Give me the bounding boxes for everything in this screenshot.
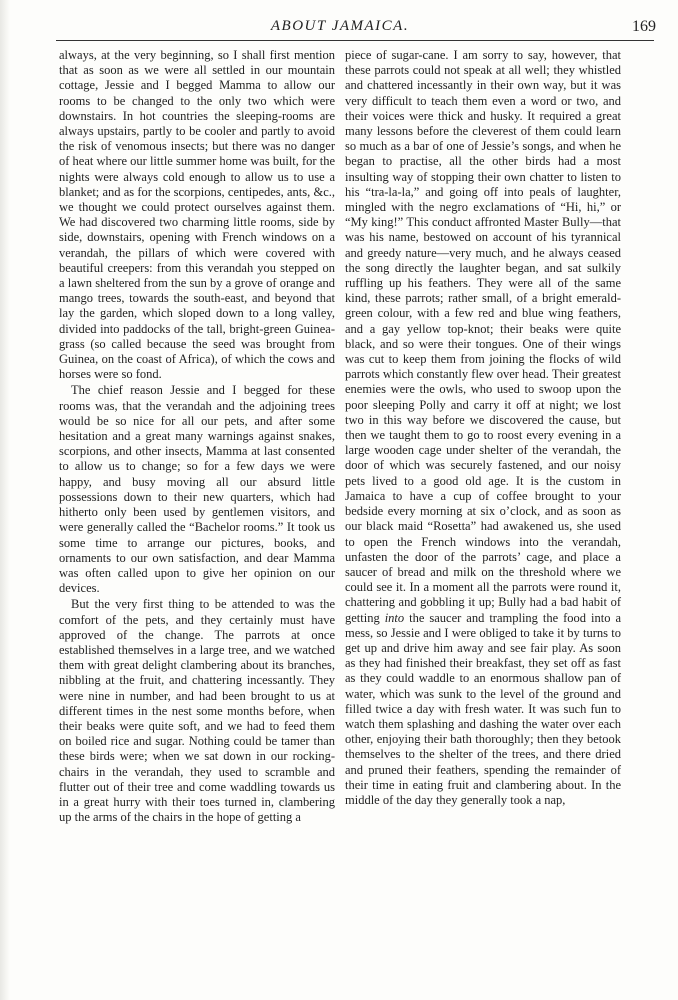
paragraph: The chief reason Jessie and I begged for these rooms was, that the verandah and the adjoining trees would be so nice for all our pets, and after some hesitation and a great many warnings against snakes, scorpions, and other insects, Mamma at last consented to allow us to change; so for a few days we were happy, and busy moving all our absurd little possessions down to their new quarters, which had hitherto only been used by gentlemen visitors, and were generally called the “Bachelor rooms.” It took us some time to arrange our pictures, books, and ornaments to our own satisfaction, and dear Mamma was often called upon to give her opinion on our devices. bbox=[59, 383, 335, 596]
paragraph: But the very first thing to be attended to was the comfort of the pets, and they certainly must have approved of the change. The parrots at once established themselves in a large tree, and we watched them with great delight clambering about its branches, nibbling at the fruit, and chattering incessantly. They were nine in number, and had been brought to us at different times in the nest some months before, when their beaks were quite soft, and we had to feed them on boiled rice and sugar. Nothing could be tamer than these birds were; when we sat down in our rocking-chairs in the verandah, they used to scramble and flutter out of their tree and come waddling towards us in a great hurry with their toes turned in, clambering up the arms of the chairs in the hope of getting a bbox=[59, 597, 335, 825]
paragraph-continued bbox=[345, 48, 621, 808]
text-run: piece of sugar-cane. I am sorry to say, however, that these parrots could not speak at all well; they whistled and chattered incessantly in their own way, but it was very difficult to teach them even a word or two, and their voices were thick and husky. It required a great many lessons before the cleverest of them could learn so much as a bar of one of Jessie’s songs, and when he began to practise, all the other birds had a most insulting way of stopping their own chatter to listen to his “tra-la-la,” and going off into peals of laughter, mingled with the negro exclamations of “Hi, hi,” or “My king!” This conduct affronted Master Bully—that was his name, bestowed on account of his tyrannical and greedy nature—very much, and he always ceased the song directly the laughter began, and sat sulkily ruffling up his feathers. They were all of the same kind, these parrots; rather small, of a bright emerald-green colour, with a few red and blue wing feathers, and a gay yellow top-knot; their beaks were quite black, and so were their tongues. One of their wings was cut to keep them from joining the flocks of wild parrots which constantly flew over head. Their greatest enemies were the owls, who used to swoop upon the poor sleeping Polly and carry it off at night; we lost two in this way before we discovered the cause, but then we taught them to go to roost every evening in a large wooden cage under shelter of the verandah, the door of which was securely fastened, and our noisy pets lived to a good old age. It is the custom in Jamaica to have a cup of coffee brought to your bedside every morning at six o’clock, and as soon as our black maid “Rosetta” had awakened us, she used to open the French windows into the verandah, unfasten the door of the parrots’ cage, and place a saucer of bread and milk on the threshold where we could see it. In a moment all the parrots were round it, chattering and gobbling it up; Bully had a bad habit of getting bbox=[345, 48, 621, 625]
page-number: 169 bbox=[632, 18, 656, 35]
right-column bbox=[345, 48, 621, 808]
paragraph-continued: always, at the very beginning, so I shall first mention that as soon as we were all settled in our mountain cottage, Jessie and I begged Mamma to allow our rooms to be changed to the only two which were downstairs. In hot countries the sleeping-rooms are always upstairs, partly to be cooler and partly to avoid the risk of venomous insects; but there was no danger of heat where our little summer home was built, for the nights were always cold enough to allow us to use a blanket; and as for the scorpions, centipedes, ants, &c., we thought we could protect ourselves against them. We had discovered two charming little rooms, side by side, downstairs, opening with French windows on a verandah, the pillars of which were covered with beautiful creepers: from this verandah you stepped on a lawn sheltered from the sun by a grove of orange and mango trees, towards the south-east, and beyond that lay the garden, which sloped down to a long valley, divided into paddocks of the tall, bright-green Guinea-grass (so called because the seed was brought from Guinea, on the coast of Africa), of which the cows and horses were so fond. bbox=[59, 48, 335, 382]
italic-emphasis: into bbox=[384, 610, 405, 625]
binding-shadow bbox=[0, 0, 10, 1000]
running-head bbox=[0, 18, 678, 40]
text-run: the saucer and trampling the food into a mess, so Jessie and I were obliged to take it by turns to get up and drive him away and see fair play. As soon as they had finished their breakfast, they set off as fast as they could waddle to an enormous shallow pan of water, which was sunk to the level of the ground and filled twice a day with fresh water. It was such fun to watch them splashing and dashing the water over each other, enjoying their bath thoroughly; then they betook themselves to the shelter of the trees, and there dried and pruned their feathers, spending the remainder of their time in eating fruit and clambering about. In the middle of the day they generally took a nap, bbox=[345, 610, 622, 807]
running-title: ABOUT JAMAICA. bbox=[270, 18, 410, 34]
left-column bbox=[59, 48, 335, 825]
header-rule bbox=[56, 40, 654, 41]
